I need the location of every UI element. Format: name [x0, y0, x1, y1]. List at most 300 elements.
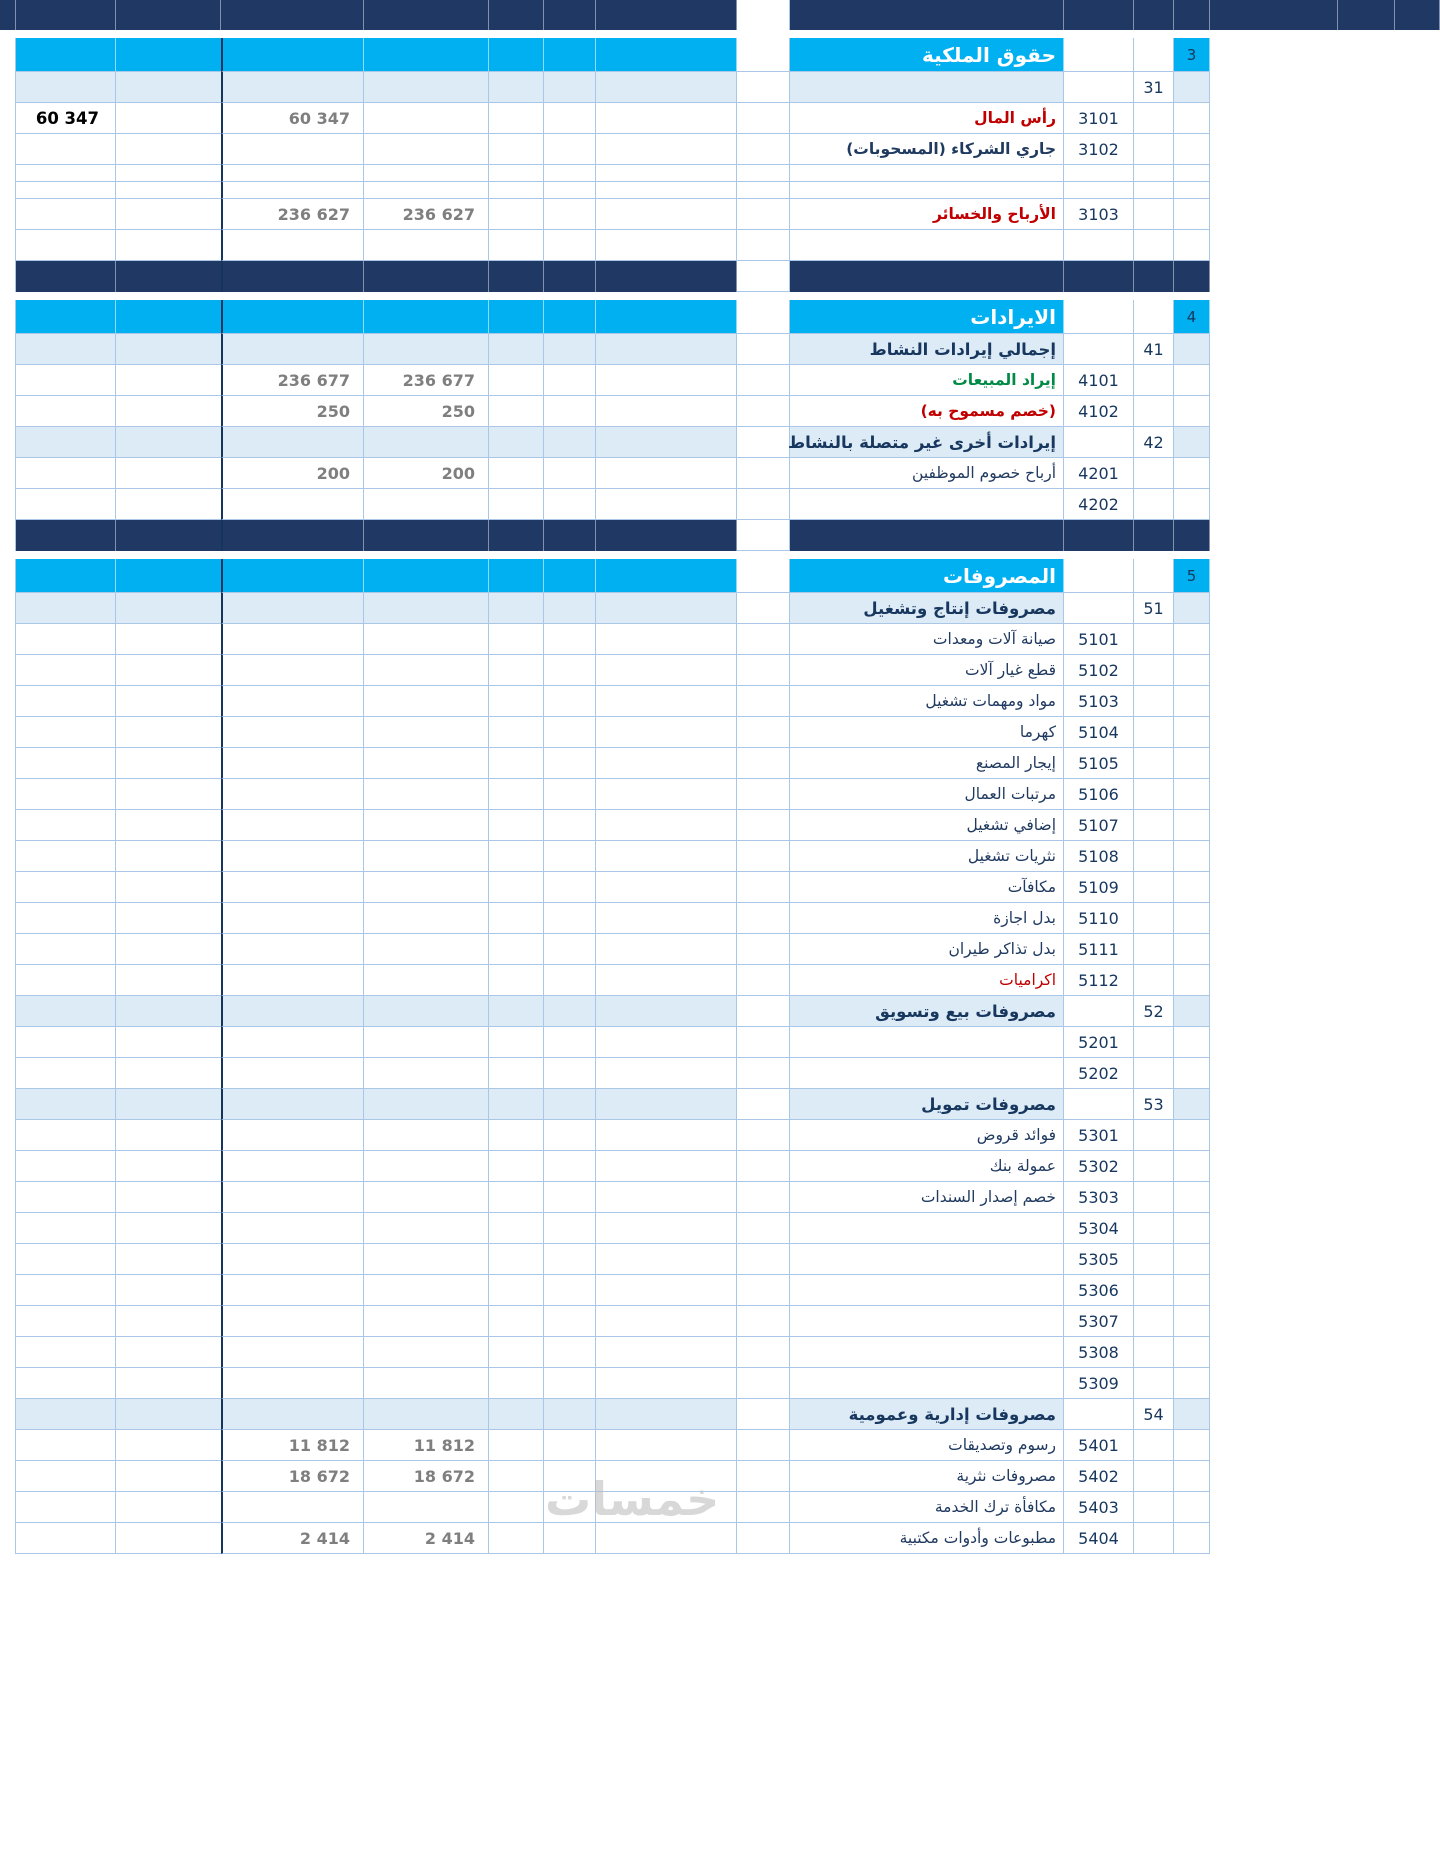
- grid-cell[interactable]: [596, 841, 737, 872]
- grid-cell[interactable]: [489, 103, 544, 134]
- account-number-cell[interactable]: [1064, 965, 1134, 996]
- grid-cell[interactable]: [489, 717, 544, 748]
- grid-cell[interactable]: [596, 1089, 737, 1120]
- grid-cell[interactable]: [596, 1275, 737, 1306]
- grid-cell[interactable]: [116, 182, 221, 199]
- grid-cell[interactable]: [596, 1027, 737, 1058]
- grid-cell[interactable]: [221, 520, 364, 551]
- grid-cell[interactable]: [116, 748, 221, 779]
- grid-cell[interactable]: [544, 655, 596, 686]
- separator-cell[interactable]: [737, 655, 790, 686]
- account-name-cell[interactable]: [790, 810, 1064, 841]
- margin-left-cell[interactable]: [0, 810, 16, 841]
- grid-cell[interactable]: [489, 655, 544, 686]
- margin-right-cell[interactable]: [1210, 261, 1440, 292]
- section-number-cell[interactable]: [1174, 1306, 1210, 1337]
- grid-cell[interactable]: [221, 779, 364, 810]
- account-number-cell[interactable]: [1064, 300, 1134, 334]
- grid-cell[interactable]: [221, 1120, 364, 1151]
- account-name-cell[interactable]: [790, 458, 1064, 489]
- grid-cell[interactable]: [16, 779, 116, 810]
- section-number-cell[interactable]: [1174, 1399, 1210, 1430]
- grid-cell[interactable]: [544, 717, 596, 748]
- margin-left-cell[interactable]: [0, 841, 16, 872]
- account-name-cell[interactable]: [790, 748, 1064, 779]
- grid-cell[interactable]: [489, 489, 544, 520]
- subsection-number-cell[interactable]: [1134, 182, 1174, 199]
- section-number-cell[interactable]: [1174, 903, 1210, 934]
- grid-cell[interactable]: [596, 1523, 737, 1554]
- grid-cell[interactable]: [16, 686, 116, 717]
- margin-right-cell[interactable]: [1210, 365, 1440, 396]
- separator-cell[interactable]: [737, 1182, 790, 1213]
- separator-cell[interactable]: [737, 1461, 790, 1492]
- margin-left-cell[interactable]: [0, 559, 16, 593]
- subsection-number-cell[interactable]: [1134, 841, 1174, 872]
- grid-cell[interactable]: [116, 458, 221, 489]
- subsection-number-cell[interactable]: [1134, 1368, 1174, 1399]
- section-number-cell[interactable]: [1174, 103, 1210, 134]
- grid-cell[interactable]: [544, 903, 596, 934]
- margin-right-cell[interactable]: [1210, 810, 1440, 841]
- account-name-cell[interactable]: [790, 165, 1064, 182]
- subsection-number-cell[interactable]: [1134, 1213, 1174, 1244]
- grid-cell[interactable]: [221, 810, 364, 841]
- account-number-cell[interactable]: [1064, 686, 1134, 717]
- grid-cell[interactable]: [364, 903, 489, 934]
- section-number-cell[interactable]: [1174, 261, 1210, 292]
- grid-cell[interactable]: [116, 779, 221, 810]
- separator-cell[interactable]: [737, 1306, 790, 1337]
- account-name-cell[interactable]: [790, 182, 1064, 199]
- grid-cell[interactable]: [116, 38, 221, 72]
- margin-right-cell[interactable]: [1210, 182, 1440, 199]
- grid-cell[interactable]: [596, 655, 737, 686]
- margin-right-cell[interactable]: [1210, 334, 1440, 365]
- header-cell[interactable]: [790, 0, 1064, 30]
- grid-cell[interactable]: [544, 779, 596, 810]
- grid-cell[interactable]: [596, 559, 737, 593]
- account-name-cell[interactable]: [790, 396, 1064, 427]
- grid-cell[interactable]: [489, 1306, 544, 1337]
- margin-left-cell[interactable]: [0, 748, 16, 779]
- margin-right-cell[interactable]: [1210, 103, 1440, 134]
- grid-cell[interactable]: [221, 165, 364, 182]
- margin-left-cell[interactable]: [0, 1523, 16, 1554]
- separator-cell[interactable]: [737, 72, 790, 103]
- margin-right-cell[interactable]: [1210, 779, 1440, 810]
- margin-right-cell[interactable]: [1210, 593, 1440, 624]
- grid-cell[interactable]: [489, 872, 544, 903]
- subsection-number-cell[interactable]: [1134, 334, 1174, 365]
- grid-cell[interactable]: [544, 199, 596, 230]
- section-number-cell[interactable]: [1174, 779, 1210, 810]
- grid-cell[interactable]: [544, 996, 596, 1027]
- grid-cell[interactable]: [221, 1058, 364, 1089]
- grid-cell[interactable]: [364, 1089, 489, 1120]
- header-cell[interactable]: [1395, 0, 1440, 30]
- grid-cell[interactable]: [116, 1461, 221, 1492]
- grid-cell[interactable]: [221, 593, 364, 624]
- margin-right-cell[interactable]: [1210, 165, 1440, 182]
- margin-right-cell[interactable]: [1210, 1089, 1440, 1120]
- grid-cell[interactable]: [116, 1182, 221, 1213]
- account-number-cell[interactable]: [1064, 779, 1134, 810]
- account-number-cell[interactable]: [1064, 38, 1134, 72]
- grid-cell[interactable]: [596, 458, 737, 489]
- margin-left-cell[interactable]: [0, 996, 16, 1027]
- grid-cell[interactable]: [596, 1058, 737, 1089]
- subsection-number-cell[interactable]: [1134, 624, 1174, 655]
- account-name-cell[interactable]: [790, 1275, 1064, 1306]
- grid-cell[interactable]: [364, 300, 489, 334]
- account-number-cell[interactable]: [1064, 996, 1134, 1027]
- separator-cell[interactable]: [737, 1368, 790, 1399]
- margin-left-cell[interactable]: [0, 182, 16, 199]
- subsection-number-cell[interactable]: [1134, 903, 1174, 934]
- grid-cell[interactable]: [544, 458, 596, 489]
- account-number-cell[interactable]: [1064, 1151, 1134, 1182]
- grid-cell[interactable]: [16, 559, 116, 593]
- margin-right-cell[interactable]: [1210, 489, 1440, 520]
- subsection-number-cell[interactable]: [1134, 965, 1174, 996]
- account-name-cell[interactable]: [790, 334, 1064, 365]
- grid-cell[interactable]: [16, 1151, 116, 1182]
- grid-cell[interactable]: [364, 1027, 489, 1058]
- grid-cell[interactable]: [116, 165, 221, 182]
- account-name-cell[interactable]: [790, 38, 1064, 72]
- grid-cell[interactable]: [116, 199, 221, 230]
- grid-cell[interactable]: [596, 396, 737, 427]
- separator-cell[interactable]: [737, 230, 790, 261]
- header-cell[interactable]: [1064, 0, 1134, 30]
- account-name-cell[interactable]: [790, 489, 1064, 520]
- account-number-cell[interactable]: [1064, 396, 1134, 427]
- grid-cell[interactable]: [221, 1182, 364, 1213]
- section-number-cell[interactable]: [1174, 134, 1210, 165]
- grid-cell[interactable]: [489, 300, 544, 334]
- grid-cell[interactable]: [544, 1275, 596, 1306]
- separator-cell[interactable]: [737, 199, 790, 230]
- separator-cell[interactable]: [737, 903, 790, 934]
- section-number-cell[interactable]: [1174, 624, 1210, 655]
- grid-cell[interactable]: [544, 38, 596, 72]
- grid-cell[interactable]: [489, 1027, 544, 1058]
- separator-cell[interactable]: [737, 810, 790, 841]
- grid-cell[interactable]: [489, 965, 544, 996]
- separator-cell[interactable]: [737, 489, 790, 520]
- account-number-cell[interactable]: [1064, 593, 1134, 624]
- account-number-cell[interactable]: [1064, 934, 1134, 965]
- section-number-cell[interactable]: [1174, 1058, 1210, 1089]
- grid-cell[interactable]: [16, 1089, 116, 1120]
- grid-cell[interactable]: [489, 427, 544, 458]
- grid-cell[interactable]: [116, 1337, 221, 1368]
- grid-cell[interactable]: [221, 300, 364, 334]
- margin-left-cell[interactable]: [0, 779, 16, 810]
- margin-right-cell[interactable]: [1210, 1244, 1440, 1275]
- grid-cell[interactable]: [16, 300, 116, 334]
- account-number-cell[interactable]: [1064, 427, 1134, 458]
- grid-cell[interactable]: [544, 593, 596, 624]
- section-number-cell[interactable]: [1174, 365, 1210, 396]
- account-number-cell[interactable]: [1064, 458, 1134, 489]
- margin-right-cell[interactable]: [1210, 559, 1440, 593]
- grid-cell[interactable]: [16, 38, 116, 72]
- account-number-cell[interactable]: [1064, 1213, 1134, 1244]
- grid-cell[interactable]: [596, 72, 737, 103]
- margin-left-cell[interactable]: [0, 1399, 16, 1430]
- subsection-number-cell[interactable]: [1134, 1275, 1174, 1306]
- account-number-cell[interactable]: [1064, 1058, 1134, 1089]
- grid-cell[interactable]: [16, 841, 116, 872]
- grid-cell[interactable]: [16, 1430, 116, 1461]
- grid-cell[interactable]: [596, 624, 737, 655]
- margin-right-cell[interactable]: [1210, 458, 1440, 489]
- grid-cell[interactable]: [16, 748, 116, 779]
- grid-cell[interactable]: [364, 489, 489, 520]
- margin-left-cell[interactable]: [0, 1275, 16, 1306]
- grid-cell[interactable]: [221, 1244, 364, 1275]
- grid-cell[interactable]: [489, 624, 544, 655]
- grid-cell[interactable]: [596, 810, 737, 841]
- grid-cell[interactable]: [221, 1027, 364, 1058]
- grid-cell[interactable]: [16, 1337, 116, 1368]
- account-name-cell[interactable]: [790, 996, 1064, 1027]
- grid-cell[interactable]: [364, 458, 489, 489]
- margin-right-cell[interactable]: [1210, 199, 1440, 230]
- grid-cell[interactable]: [364, 559, 489, 593]
- subsection-number-cell[interactable]: [1134, 72, 1174, 103]
- grid-cell[interactable]: [364, 1244, 489, 1275]
- separator-cell[interactable]: [737, 1244, 790, 1275]
- grid-cell[interactable]: [364, 1523, 489, 1554]
- margin-left-cell[interactable]: [0, 458, 16, 489]
- margin-right-cell[interactable]: [1210, 996, 1440, 1027]
- grid-cell[interactable]: [544, 427, 596, 458]
- section-number-cell[interactable]: [1174, 1027, 1210, 1058]
- account-name-cell[interactable]: [790, 1213, 1064, 1244]
- subsection-number-cell[interactable]: [1134, 1430, 1174, 1461]
- grid-cell[interactable]: [544, 686, 596, 717]
- grid-cell[interactable]: [221, 1213, 364, 1244]
- separator-cell[interactable]: [737, 165, 790, 182]
- grid-cell[interactable]: [116, 1027, 221, 1058]
- grid-cell[interactable]: [16, 365, 116, 396]
- grid-cell[interactable]: [596, 1399, 737, 1430]
- margin-left-cell[interactable]: [0, 1089, 16, 1120]
- section-number-cell[interactable]: [1174, 1120, 1210, 1151]
- margin-right-cell[interactable]: [1210, 1306, 1440, 1337]
- account-number-cell[interactable]: [1064, 103, 1134, 134]
- subsection-number-cell[interactable]: [1134, 1027, 1174, 1058]
- account-name-cell[interactable]: [790, 1337, 1064, 1368]
- grid-cell[interactable]: [364, 38, 489, 72]
- margin-left-cell[interactable]: [0, 489, 16, 520]
- grid-cell[interactable]: [16, 261, 116, 292]
- separator-cell[interactable]: [737, 134, 790, 165]
- grid-cell[interactable]: [364, 165, 489, 182]
- grid-cell[interactable]: [544, 1430, 596, 1461]
- section-number-cell[interactable]: [1174, 717, 1210, 748]
- account-name-cell[interactable]: [790, 520, 1064, 551]
- grid-cell[interactable]: [544, 934, 596, 965]
- section-number-cell[interactable]: [1174, 1337, 1210, 1368]
- grid-cell[interactable]: [16, 72, 116, 103]
- subsection-number-cell[interactable]: [1134, 396, 1174, 427]
- margin-right-cell[interactable]: [1210, 686, 1440, 717]
- grid-cell[interactable]: [364, 396, 489, 427]
- section-number-cell[interactable]: [1174, 427, 1210, 458]
- grid-cell[interactable]: [596, 748, 737, 779]
- grid-cell[interactable]: [364, 841, 489, 872]
- grid-cell[interactable]: [16, 996, 116, 1027]
- margin-right-cell[interactable]: [1210, 396, 1440, 427]
- grid-cell[interactable]: [116, 593, 221, 624]
- grid-cell[interactable]: [16, 934, 116, 965]
- grid-cell[interactable]: [596, 103, 737, 134]
- margin-right-cell[interactable]: [1210, 655, 1440, 686]
- grid-cell[interactable]: [596, 717, 737, 748]
- subsection-number-cell[interactable]: [1134, 872, 1174, 903]
- grid-cell[interactable]: [489, 1461, 544, 1492]
- account-name-cell[interactable]: [790, 593, 1064, 624]
- account-number-cell[interactable]: [1064, 1027, 1134, 1058]
- grid-cell[interactable]: [221, 458, 364, 489]
- header-cell[interactable]: [596, 0, 737, 30]
- grid-cell[interactable]: [544, 872, 596, 903]
- grid-cell[interactable]: [16, 134, 116, 165]
- grid-cell[interactable]: [544, 1151, 596, 1182]
- account-name-cell[interactable]: [790, 1430, 1064, 1461]
- grid-cell[interactable]: [221, 717, 364, 748]
- grid-cell[interactable]: [16, 165, 116, 182]
- account-name-cell[interactable]: [790, 841, 1064, 872]
- grid-cell[interactable]: [489, 996, 544, 1027]
- header-cell[interactable]: [16, 0, 116, 30]
- grid-cell[interactable]: [16, 1182, 116, 1213]
- margin-right-cell[interactable]: [1210, 1430, 1440, 1461]
- grid-cell[interactable]: [364, 1337, 489, 1368]
- grid-cell[interactable]: [596, 872, 737, 903]
- grid-cell[interactable]: [116, 1275, 221, 1306]
- grid-cell[interactable]: [116, 396, 221, 427]
- grid-cell[interactable]: [116, 261, 221, 292]
- grid-cell[interactable]: [364, 1275, 489, 1306]
- section-number-cell[interactable]: [1174, 1182, 1210, 1213]
- account-name-cell[interactable]: [790, 559, 1064, 593]
- account-number-cell[interactable]: [1064, 717, 1134, 748]
- grid-cell[interactable]: [221, 1368, 364, 1399]
- grid-cell[interactable]: [16, 427, 116, 458]
- account-number-cell[interactable]: [1064, 1461, 1134, 1492]
- account-name-cell[interactable]: [790, 1027, 1064, 1058]
- grid-cell[interactable]: [596, 965, 737, 996]
- grid-cell[interactable]: [16, 1275, 116, 1306]
- grid-cell[interactable]: [489, 559, 544, 593]
- account-number-cell[interactable]: [1064, 182, 1134, 199]
- separator-cell[interactable]: [737, 365, 790, 396]
- margin-right-cell[interactable]: [1210, 1523, 1440, 1554]
- section-number-cell[interactable]: [1174, 520, 1210, 551]
- account-name-cell[interactable]: [790, 1120, 1064, 1151]
- grid-cell[interactable]: [364, 1368, 489, 1399]
- grid-cell[interactable]: [544, 1368, 596, 1399]
- separator-cell[interactable]: [737, 559, 790, 593]
- grid-cell[interactable]: [116, 810, 221, 841]
- grid-cell[interactable]: [489, 1492, 544, 1523]
- margin-left-cell[interactable]: [0, 1182, 16, 1213]
- account-number-cell[interactable]: [1064, 655, 1134, 686]
- separator-cell[interactable]: [737, 841, 790, 872]
- margin-left-cell[interactable]: [0, 261, 16, 292]
- section-number-cell[interactable]: [1174, 182, 1210, 199]
- grid-cell[interactable]: [544, 520, 596, 551]
- account-name-cell[interactable]: [790, 1182, 1064, 1213]
- grid-cell[interactable]: [116, 559, 221, 593]
- separator-cell[interactable]: [737, 686, 790, 717]
- grid-cell[interactable]: [596, 165, 737, 182]
- grid-cell[interactable]: [364, 1120, 489, 1151]
- account-number-cell[interactable]: [1064, 1182, 1134, 1213]
- grid-cell[interactable]: [489, 686, 544, 717]
- margin-right-cell[interactable]: [1210, 1461, 1440, 1492]
- grid-cell[interactable]: [221, 134, 364, 165]
- separator-cell[interactable]: [737, 396, 790, 427]
- account-number-cell[interactable]: [1064, 134, 1134, 165]
- header-cell[interactable]: [116, 0, 221, 30]
- margin-left-cell[interactable]: [0, 1244, 16, 1275]
- account-name-cell[interactable]: [790, 1368, 1064, 1399]
- account-number-cell[interactable]: [1064, 1306, 1134, 1337]
- grid-cell[interactable]: [364, 520, 489, 551]
- header-cell[interactable]: [1210, 0, 1338, 30]
- grid-cell[interactable]: [116, 1151, 221, 1182]
- subsection-number-cell[interactable]: [1134, 1523, 1174, 1554]
- account-name-cell[interactable]: [790, 72, 1064, 103]
- account-name-cell[interactable]: [790, 1244, 1064, 1275]
- grid-cell[interactable]: [596, 261, 737, 292]
- grid-cell[interactable]: [116, 1430, 221, 1461]
- grid-cell[interactable]: [364, 1213, 489, 1244]
- grid-cell[interactable]: [221, 1461, 364, 1492]
- grid-cell[interactable]: [596, 427, 737, 458]
- section-number-cell[interactable]: [1174, 230, 1210, 261]
- margin-left-cell[interactable]: [0, 1461, 16, 1492]
- grid-cell[interactable]: [544, 1058, 596, 1089]
- separator-cell[interactable]: [737, 1275, 790, 1306]
- grid-cell[interactable]: [489, 1089, 544, 1120]
- account-name-cell[interactable]: [790, 1492, 1064, 1523]
- account-number-cell[interactable]: [1064, 165, 1134, 182]
- grid-cell[interactable]: [544, 1337, 596, 1368]
- grid-cell[interactable]: [544, 1213, 596, 1244]
- section-number-cell[interactable]: [1174, 1213, 1210, 1244]
- account-name-cell[interactable]: [790, 1523, 1064, 1554]
- grid-cell[interactable]: [221, 748, 364, 779]
- grid-cell[interactable]: [16, 396, 116, 427]
- account-name-cell[interactable]: [790, 134, 1064, 165]
- grid-cell[interactable]: [544, 748, 596, 779]
- separator-cell[interactable]: [737, 996, 790, 1027]
- grid-cell[interactable]: [16, 1120, 116, 1151]
- grid-cell[interactable]: [544, 134, 596, 165]
- margin-right-cell[interactable]: [1210, 1337, 1440, 1368]
- account-number-cell[interactable]: [1064, 810, 1134, 841]
- grid-cell[interactable]: [596, 1120, 737, 1151]
- account-name-cell[interactable]: [790, 1399, 1064, 1430]
- margin-left-cell[interactable]: [0, 427, 16, 458]
